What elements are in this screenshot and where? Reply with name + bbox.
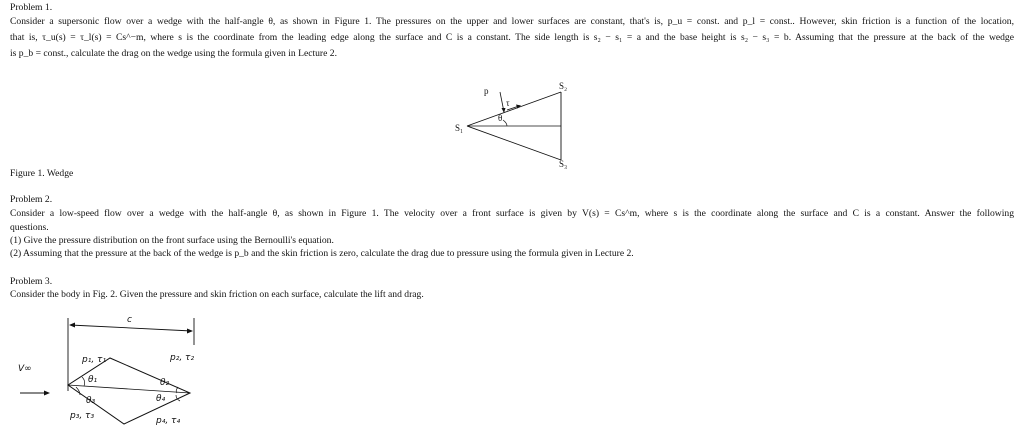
figure1-caption: Figure 1. Wedge bbox=[10, 168, 74, 179]
problem2-line-1: Consider a low-speed flow over a wedge with the half-angle θ, as shown in Figure 1. The velocity over a front surface is given by V(s) = Cs^m, where s is the coordinate along the surface and C is a constant. Answer the following bbox=[10, 208, 1014, 219]
label-p4-tau4: p₄, τ₄ bbox=[156, 416, 181, 426]
label-tau: τ bbox=[506, 98, 510, 108]
figure1-wedge bbox=[455, 80, 585, 170]
label-s3: S₃ bbox=[559, 159, 568, 169]
chord-arrow-right bbox=[187, 329, 193, 334]
theta-arc bbox=[503, 120, 507, 126]
label-theta2: θ₂ bbox=[160, 378, 170, 388]
wedge-upper-edge bbox=[467, 92, 561, 126]
problem3-title: Problem 3. bbox=[10, 276, 53, 287]
label-p3-tau3: p₃, τ₃ bbox=[70, 411, 95, 421]
label-theta3: θ₃ bbox=[86, 396, 96, 406]
body-chord-line bbox=[68, 385, 190, 393]
label-s2: S₂ bbox=[559, 81, 568, 91]
problem1-line-1: Consider a supersonic flow over a wedge with the half-angle θ, as shown in Figure 1. The pressures on the upper and lower surfaces are constant, that's is, p_u = const. and p_l = const.. However, skin friction is a function of the location, bbox=[10, 16, 1014, 27]
problem1-line-2: that is, τ_u(s) = τ_l(s) = Cs^−m, where s is the coordinate from the leading edge along the surface and C is a constant. The side length is s₂ − s₁ = a and the base height is s₂ − s₃ = b. Assuming that the pressure at the back of the wedge bbox=[10, 32, 1014, 43]
theta1-arc bbox=[82, 377, 85, 386]
problem2-line-3: (1) Give the pressure distribution on the front surface using the Bernoulli's equation. bbox=[10, 235, 334, 246]
label-p1-tau1: p₁, τ₁ bbox=[82, 355, 107, 365]
problem3-line-1: Consider the body in Fig. 2. Given the pressure and skin friction on each surface, calculate the lift and drag. bbox=[10, 289, 424, 300]
label-theta: θ bbox=[498, 113, 503, 123]
label-theta1: θ₁ bbox=[88, 375, 98, 385]
problem2-line-4: (2) Assuming that the pressure at the back of the wedge is p_b and the skin friction is zero, calculate the drag due to pressure using the formula given in Lecture 2. bbox=[10, 248, 634, 259]
problem2-line-2: questions. bbox=[10, 222, 49, 233]
figure2-body bbox=[10, 305, 210, 430]
problem2-title: Problem 2. bbox=[10, 194, 53, 205]
label-p2-tau2: p₂, τ₂ bbox=[170, 353, 195, 363]
label-p: p bbox=[484, 86, 489, 96]
chord-dimension-line bbox=[70, 325, 192, 331]
label-vinf: V∞ bbox=[18, 364, 32, 374]
label-theta4: θ₄ bbox=[156, 394, 166, 404]
problem1-line-3: is p_b = const., calculate the drag on the wedge using the formula given in Lecture 2. bbox=[10, 48, 337, 59]
wedge-lower-edge bbox=[467, 126, 561, 160]
label-s1: S₁ bbox=[455, 123, 464, 133]
freestream-arrowhead bbox=[44, 391, 50, 396]
label-c: c bbox=[127, 315, 132, 325]
chord-arrow-left bbox=[69, 323, 75, 328]
problem1-title: Problem 1. bbox=[10, 2, 53, 13]
